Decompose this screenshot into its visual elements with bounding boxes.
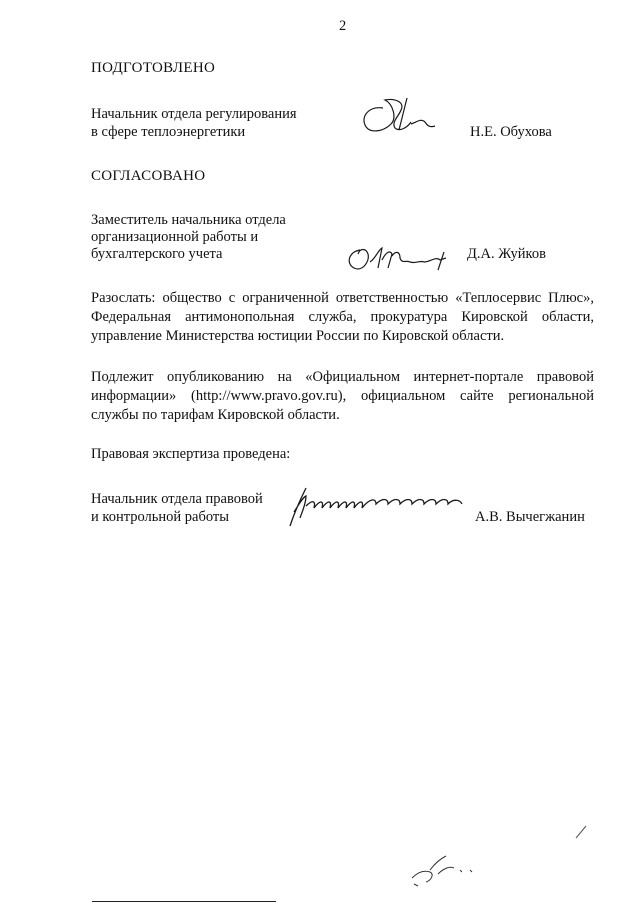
agreed-signature bbox=[340, 238, 465, 274]
prepared-signature bbox=[355, 92, 465, 142]
agreed-name: Д.А. Жуйков bbox=[467, 246, 546, 262]
legal-head-position-line2: и контрольной работы bbox=[91, 509, 229, 525]
prepared-position-line1: Начальник отдела регулирования bbox=[91, 106, 297, 122]
legal-head-signature bbox=[284, 482, 469, 528]
bottom-initials-mark bbox=[408, 844, 488, 889]
footer-rule bbox=[92, 901, 276, 902]
agreed-heading: СОГЛАСОВАНО bbox=[91, 168, 206, 184]
legal-review-note: Правовая экспертиза проведена: bbox=[91, 446, 291, 462]
agreed-position-line2: организационной работы и bbox=[91, 229, 259, 245]
prepared-name: Н.Е. Обухова bbox=[470, 124, 552, 140]
agreed-position-line3: бухгалтерского учета bbox=[91, 246, 223, 262]
agreed-position-line1: Заместитель начальника отдела bbox=[91, 212, 286, 228]
page-number: 2 bbox=[339, 18, 347, 34]
legal-head-position-line1: Начальник отдела правовой bbox=[91, 491, 263, 507]
prepared-heading: ПОДГОТОВЛЕНО bbox=[91, 60, 216, 76]
distribution-list: Разослать: общество с ограниченной ответственностью «Теплосервис Плюс», Федеральная антимонопольная служба, прокуратура Кировской области, управление Министерства юстиции России по Кировской области. bbox=[91, 290, 594, 344]
legal-head-name: А.В. Вычегжанин bbox=[475, 509, 585, 525]
publication-note: Подлежит опубликованию на «Официальном интернет-портале правовой информации» (http://www.pravo.gov.ru), официальном сайте региональной службы по тарифам Кировской области. bbox=[91, 369, 594, 423]
corner-tick-mark bbox=[572, 822, 592, 842]
prepared-position-line2: в сфере теплоэнергетики bbox=[91, 124, 246, 140]
